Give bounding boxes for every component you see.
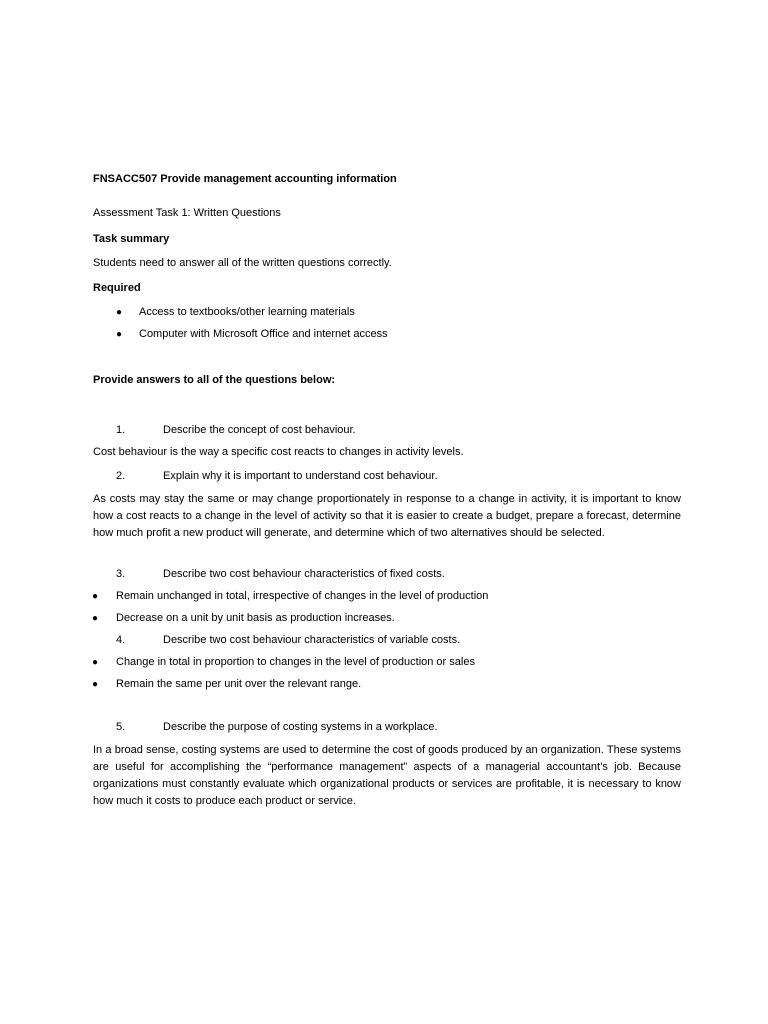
question-text: Explain why it is important to understand cost behaviour.: [163, 470, 438, 482]
bullet-icon: ●: [92, 613, 99, 624]
question-number: 4.: [116, 634, 126, 646]
required-heading: Required: [93, 282, 141, 294]
answer-bullet: Remain the same per unit over the relevant range.: [116, 678, 362, 690]
bullet-icon: ●: [116, 329, 123, 340]
question-text: Describe the concept of cost behaviour.: [163, 424, 356, 436]
answer-bullet: Remain unchanged in total, irrespective of changes in the level of production: [116, 590, 489, 602]
bullet-icon: ●: [92, 657, 99, 668]
answer-bullet: Change in total in proportion to changes in the level of production or sales: [116, 656, 475, 668]
instructions-heading: Provide answers to all of the questions below:: [93, 374, 336, 386]
question-text: Describe two cost behaviour characteristics of fixed costs.: [163, 568, 445, 580]
question-text: Describe two cost behaviour characteristics of variable costs.: [163, 634, 461, 646]
question-text: Describe the purpose of costing systems in a workplace.: [163, 721, 438, 733]
task-summary-heading: Task summary: [93, 233, 170, 245]
question-number: 1.: [116, 424, 126, 436]
bullet-icon: ●: [92, 591, 99, 602]
required-item: Computer with Microsoft Office and internet access: [139, 328, 388, 340]
task-summary-text: Students need to answer all of the written questions correctly.: [93, 257, 392, 269]
question-number: 2.: [116, 470, 126, 482]
answer-text: Cost behaviour is the way a specific cost reacts to changes in activity levels.: [93, 446, 464, 458]
question-number: 5.: [116, 721, 126, 733]
bullet-icon: ●: [116, 307, 123, 318]
question-number: 3.: [116, 568, 126, 580]
document-title: FNSACC507 Provide management accounting information: [93, 173, 397, 185]
answer-paragraph: In a broad sense, costing systems are used to determine the cost of goods produced by an organization. These systems are useful for accomplishing the “performance management” aspects of a managerial accountant’s job. Because organizations must constantly evaluate which organizational products or services are profitable, it is necessary to know how much it costs to produce each product or service.: [93, 744, 681, 807]
answer-bullet: Decrease on a unit by unit basis as production increases.: [116, 612, 395, 624]
required-item: Access to textbooks/other learning materials: [139, 306, 355, 318]
bullet-icon: ●: [92, 679, 99, 690]
assessment-title: Assessment Task 1: Written Questions: [93, 207, 281, 219]
answer-paragraph: As costs may stay the same or may change proportionately in response to a change in activity, it is important to know how a cost reacts to a change in the level of activity so that it is easier to create a budget, prepare a forecast, determine how much profit a new product will generate, and determine which of two alternatives should be selected.: [93, 493, 681, 539]
